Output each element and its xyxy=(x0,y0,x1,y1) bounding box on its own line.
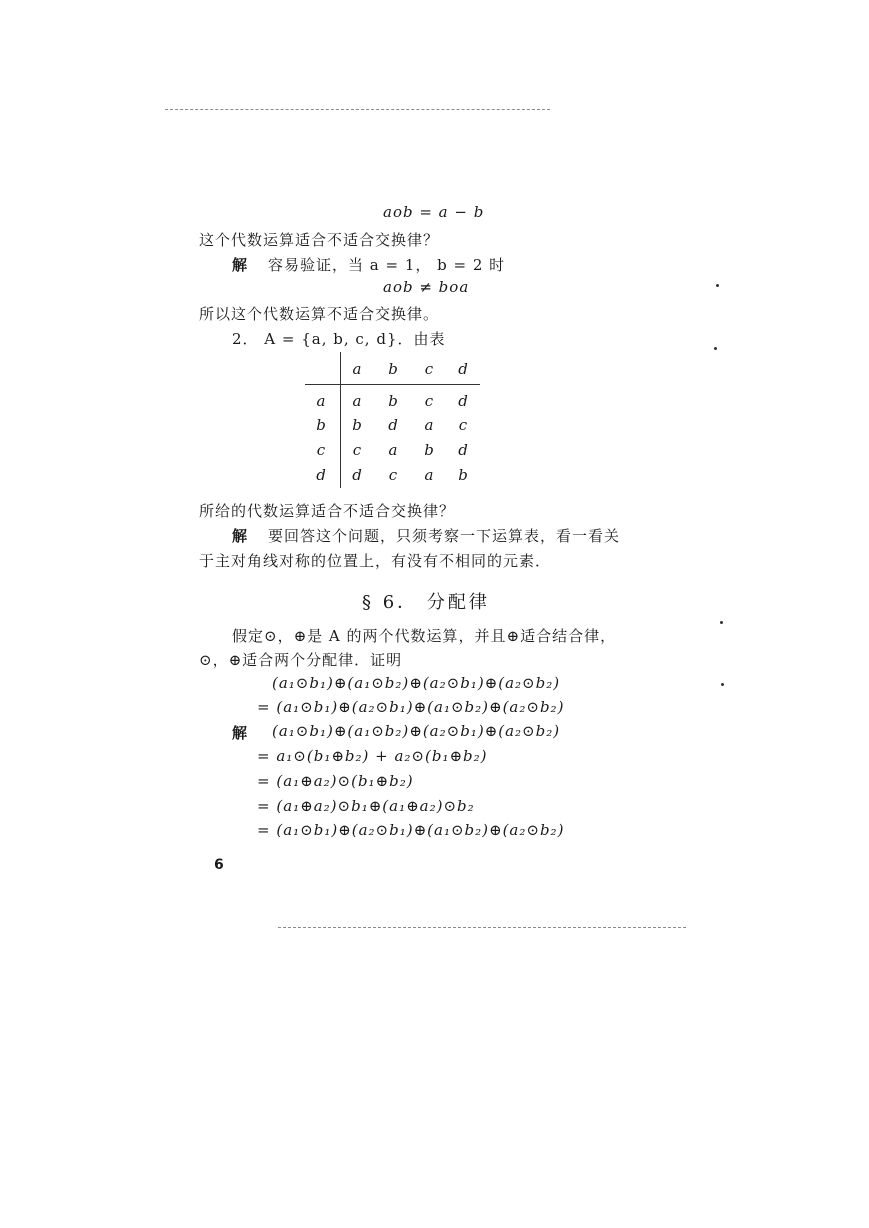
table-cell: d xyxy=(458,392,468,410)
table-cell: c xyxy=(352,441,362,459)
table-vertical-rule xyxy=(340,352,341,488)
table-cell: c xyxy=(458,416,468,434)
proof-line-2: = (a₁⊙b₁)⊕(a₂⊙b₁)⊕(a₁⊙b₂)⊕(a₂⊙b₂) xyxy=(257,698,565,716)
header-cell: a xyxy=(352,360,362,378)
solution-2-label: 解 xyxy=(232,527,249,545)
section-paragraph-1: 假定⊙，⊕是 A 的两个代数运算，并且⊕适合结合律， xyxy=(232,627,617,645)
table-cell: b xyxy=(388,392,398,410)
table-cell: c xyxy=(388,466,398,484)
table-cell: a xyxy=(424,416,434,434)
solution-2-text: 要回答这个问题，只须考察一下运算表，看一看关 xyxy=(268,527,621,545)
row-label: b xyxy=(316,416,326,434)
solution-1-label: 解 xyxy=(232,256,249,274)
solution-3-line-5: = (a₁⊙b₁)⊕(a₂⊙b₁)⊕(a₁⊙b₂)⊕(a₂⊙b₂) xyxy=(257,821,565,839)
row-label: d xyxy=(316,466,326,484)
header-cell: b xyxy=(388,360,398,378)
table-cell: a xyxy=(424,466,434,484)
solution-3-label: 解 xyxy=(232,724,249,742)
header-cell: d xyxy=(458,360,468,378)
solution-1-text: 容易验证，当 a = 1， b = 2 时 xyxy=(268,256,506,274)
header-cell: c xyxy=(424,360,434,378)
table-cell: d xyxy=(352,466,362,484)
row-label: c xyxy=(316,441,326,459)
solution-3-line-3: = (a₁⊕a₂)⊙(b₁⊕b₂) xyxy=(257,772,414,790)
equation-2: aob ≠ boa xyxy=(383,278,470,296)
table-cell: b xyxy=(424,441,434,459)
equation-1: aob = a − b xyxy=(383,203,485,221)
table-cell: a xyxy=(352,392,362,410)
margin-speck xyxy=(721,683,724,686)
proof-line-1: (a₁⊙b₁)⊕(a₁⊙b₂)⊕(a₂⊙b₁)⊕(a₂⊙b₂) xyxy=(272,674,561,692)
solution-3-line-2: = a₁⊙(b₁⊕b₂) + a₂⊙(b₁⊕b₂) xyxy=(257,747,488,765)
section-paragraph-2: ⊙，⊕适合两个分配律．证明 xyxy=(199,651,403,669)
table-horizontal-rule xyxy=(305,384,480,385)
table-cell: b xyxy=(352,416,362,434)
margin-speck xyxy=(714,347,717,350)
page-number: 6 xyxy=(214,857,225,873)
question-2: 所给的代数运算适合不适合交换律？ xyxy=(199,502,456,520)
question-1: 这个代数运算适合不适合交换律？ xyxy=(199,231,440,249)
top-scan-line xyxy=(165,109,550,110)
table-cell: d xyxy=(388,416,398,434)
table-cell: d xyxy=(458,441,468,459)
table-cell: c xyxy=(424,392,434,410)
section-heading: § 6． 分配律 xyxy=(362,592,490,613)
solution-2-continuation: 于主对角线对称的位置上，有没有不相同的元素． xyxy=(199,552,552,570)
problem-2: 2． A = {a, b, c, d}．由表 xyxy=(232,330,446,348)
bottom-scan-line xyxy=(278,927,686,928)
margin-speck xyxy=(716,284,719,287)
row-label: a xyxy=(316,392,326,410)
conclusion-1: 所以这个代数运算不适合交换律。 xyxy=(199,305,440,323)
margin-speck xyxy=(720,621,723,624)
solution-3-line-1: (a₁⊙b₁)⊕(a₁⊙b₂)⊕(a₂⊙b₁)⊕(a₂⊙b₂) xyxy=(272,722,561,740)
solution-3-line-4: = (a₁⊕a₂)⊙b₁⊕(a₁⊕a₂)⊙b₂ xyxy=(257,797,475,815)
table-cell: a xyxy=(388,441,398,459)
table-cell: b xyxy=(458,466,468,484)
